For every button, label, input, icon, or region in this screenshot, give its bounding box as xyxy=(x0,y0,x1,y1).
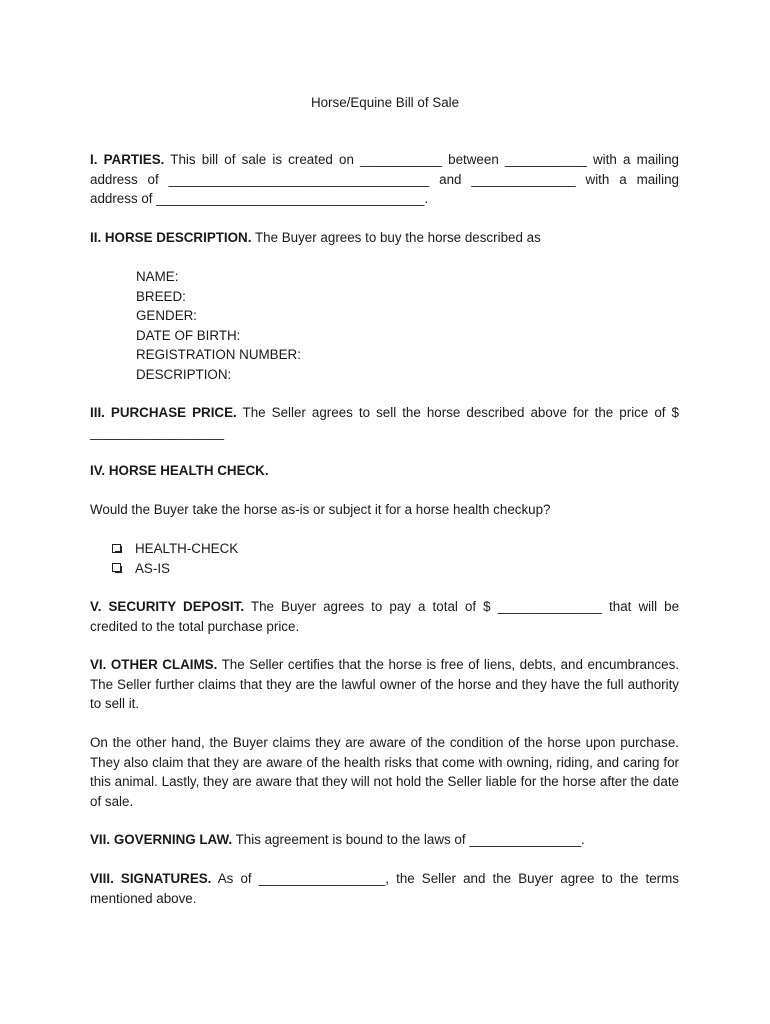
option-label: AS-IS xyxy=(135,560,170,576)
field-breed: BREED: xyxy=(136,288,186,304)
health-check-question: Would the Buyer take the horse as-is or subject it for a horse health checkup? xyxy=(90,502,551,517)
field-gender: GENDER: xyxy=(136,308,198,323)
section-heading: VIII. SIGNATURES. xyxy=(90,871,212,886)
section-heading: V. SECURITY DEPOSIT. xyxy=(90,599,245,614)
other-claims-buyer-paragraph: On the other hand, the Buyer claims they are aware of the condition of the horse upon purchase. They also claim that they are aware of the health risks that come with owning, riding, and caring for this animal. Lastly, they are aware that they will not hold the Seller liable for the horse after the date of sale. xyxy=(90,735,679,809)
field-name: NAME: xyxy=(136,269,179,284)
section-other-claims xyxy=(90,655,679,714)
section-horse-description xyxy=(90,228,679,248)
section-heading: III. PURCHASE PRICE. xyxy=(90,405,237,420)
section-governing-law xyxy=(90,830,679,850)
section-health-check xyxy=(90,461,679,481)
field-registration-number: REGISTRATION NUMBER: xyxy=(136,347,301,362)
checkbox-icon[interactable] xyxy=(112,563,122,573)
health-check-options xyxy=(112,539,238,578)
section-text: The Buyer agrees to buy the horse described as xyxy=(254,230,541,245)
section-purchase-price xyxy=(90,403,679,442)
section-heading: VII. GOVERNING LAW. xyxy=(90,832,233,847)
option-as-is[interactable] xyxy=(112,559,238,579)
section-text: This agreement is bound to the laws of _______________. xyxy=(235,832,585,847)
section-signatures xyxy=(90,869,679,908)
section-text: The Seller agrees to sell the horse described above for the price of $ __________________ xyxy=(90,405,679,440)
section-text: The Seller certifies that the horse is free of liens, debts, and encumbrances. The Seller further claims that they are the lawful owner of the horse and they have the full authority to sell it. xyxy=(90,657,680,711)
field-date-of-birth: DATE OF BIRTH: xyxy=(136,327,241,343)
section-text: As of _________________, the Seller and the Buyer agree to the terms mentioned above. xyxy=(90,871,679,906)
section-security-deposit xyxy=(90,597,679,636)
option-health-check[interactable] xyxy=(112,539,238,559)
section-heading: II. HORSE DESCRIPTION. xyxy=(90,230,252,245)
section-text: The Buyer agrees to pay a total of $ ______________ that will be credited to the total purchase price. xyxy=(90,599,680,634)
document-title: Horse/Equine Bill of Sale xyxy=(310,95,460,110)
option-label: HEALTH-CHECK xyxy=(135,541,239,556)
section-heading: VI. OTHER CLAIMS. xyxy=(90,657,218,672)
checkbox-icon[interactable] xyxy=(112,544,122,554)
horse-fields-list xyxy=(136,267,536,384)
section-heading: IV. HORSE HEALTH CHECK. xyxy=(90,463,269,478)
section-heading: I. PARTIES. xyxy=(90,152,165,167)
field-description: DESCRIPTION: xyxy=(136,366,232,382)
section-text: This bill of sale is created on ___________ between ___________ with a mailing address of ___________________________________ and ______________ with a mailing address of ____________________________________. xyxy=(90,152,680,206)
section-parties xyxy=(90,150,679,209)
